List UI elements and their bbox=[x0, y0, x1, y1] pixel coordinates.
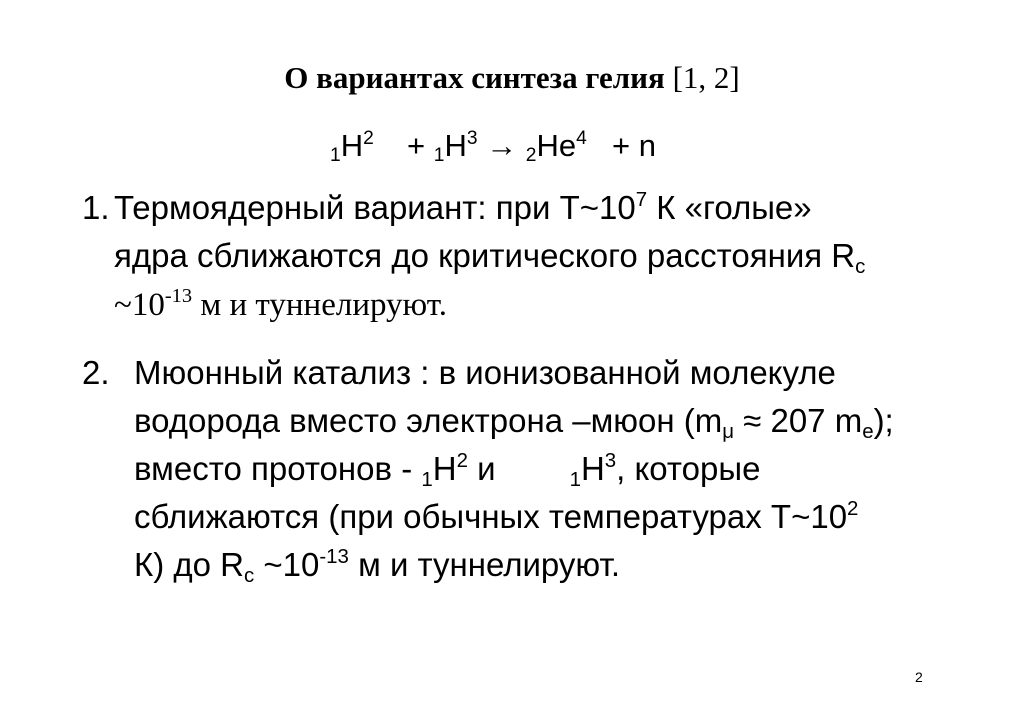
text-segment: сближаются (при обычных температурах Т~10 bbox=[134, 498, 848, 535]
text-line bbox=[114, 184, 894, 232]
neutron-term: + n bbox=[612, 128, 656, 163]
text-segment: ~10 bbox=[254, 546, 320, 583]
superscript: 3 bbox=[604, 449, 617, 473]
list-item-number: 1. bbox=[82, 189, 110, 226]
text-segment: м и туннелируют. bbox=[192, 287, 447, 323]
superscript: 7 bbox=[635, 188, 648, 212]
text-segment: ~10 bbox=[114, 287, 165, 323]
text-line bbox=[114, 280, 894, 329]
plus-sign: + bbox=[407, 128, 426, 163]
list-item-number: 2. bbox=[82, 354, 110, 391]
deuterium-symbol: H bbox=[340, 128, 364, 163]
list-item-text bbox=[134, 349, 894, 589]
tritium-mass-number: 3 bbox=[466, 128, 478, 150]
list-item-thermonuclear bbox=[82, 184, 894, 329]
text-segment: , которые bbox=[616, 450, 761, 487]
text-line bbox=[114, 232, 894, 280]
list-item-text bbox=[114, 184, 894, 329]
deuterium-atomic-number: 1 bbox=[330, 145, 341, 167]
text-line bbox=[134, 445, 894, 493]
text-segment: H bbox=[432, 450, 457, 487]
slide-title bbox=[0, 60, 1024, 96]
subscript: 1 bbox=[569, 467, 581, 491]
text-segment: ≈ 207 m bbox=[734, 402, 863, 439]
text-segment: К «голые» bbox=[647, 189, 812, 226]
text-segment: H bbox=[580, 450, 605, 487]
fusion-equation bbox=[330, 128, 656, 167]
text-line bbox=[134, 493, 894, 541]
subscript: c bbox=[855, 254, 866, 278]
tritium-symbol: H bbox=[444, 128, 467, 163]
tritium-atomic-number: 1 bbox=[433, 145, 445, 167]
title-references: [1, 2] bbox=[672, 60, 740, 95]
text-segment: ); bbox=[873, 402, 894, 439]
text-segment: Термоядерный вариант: при Т~10 bbox=[114, 189, 636, 226]
deuterium-mass-number: 2 bbox=[363, 128, 374, 150]
text-line bbox=[134, 397, 894, 445]
helium-symbol: He bbox=[536, 128, 577, 163]
text-segment: и bbox=[467, 450, 496, 487]
page-number: 2 bbox=[915, 669, 923, 685]
helium-mass-number: 4 bbox=[576, 128, 587, 150]
helium-atomic-number: 2 bbox=[525, 145, 537, 167]
text-segment: м и туннелируют. bbox=[348, 546, 621, 583]
text-segment: К) до R bbox=[134, 546, 244, 583]
title-text: О вариантах синтеза гелия bbox=[284, 60, 665, 95]
subscript: 1 bbox=[421, 467, 433, 491]
list-item-muon-catalysis bbox=[82, 349, 894, 589]
subscript: c bbox=[244, 563, 255, 587]
text-segment: водорода вместо электрона –мюон (m bbox=[134, 402, 723, 439]
text-line: Мюонный катализ : в ионизованной молекуле bbox=[134, 354, 836, 391]
superscript: -13 bbox=[164, 285, 193, 308]
superscript: -13 bbox=[319, 545, 349, 569]
text-segment: ядра сближаются до критического расстояния R bbox=[114, 237, 856, 274]
superscript: 2 bbox=[456, 449, 468, 473]
superscript: 2 bbox=[847, 497, 859, 521]
text-segment: вместо протонов - bbox=[134, 450, 422, 487]
subscript: μ bbox=[722, 419, 735, 443]
variants-list bbox=[82, 184, 894, 589]
text-line bbox=[134, 541, 894, 589]
subscript: e bbox=[862, 419, 874, 443]
reaction-arrow: → bbox=[486, 128, 518, 163]
